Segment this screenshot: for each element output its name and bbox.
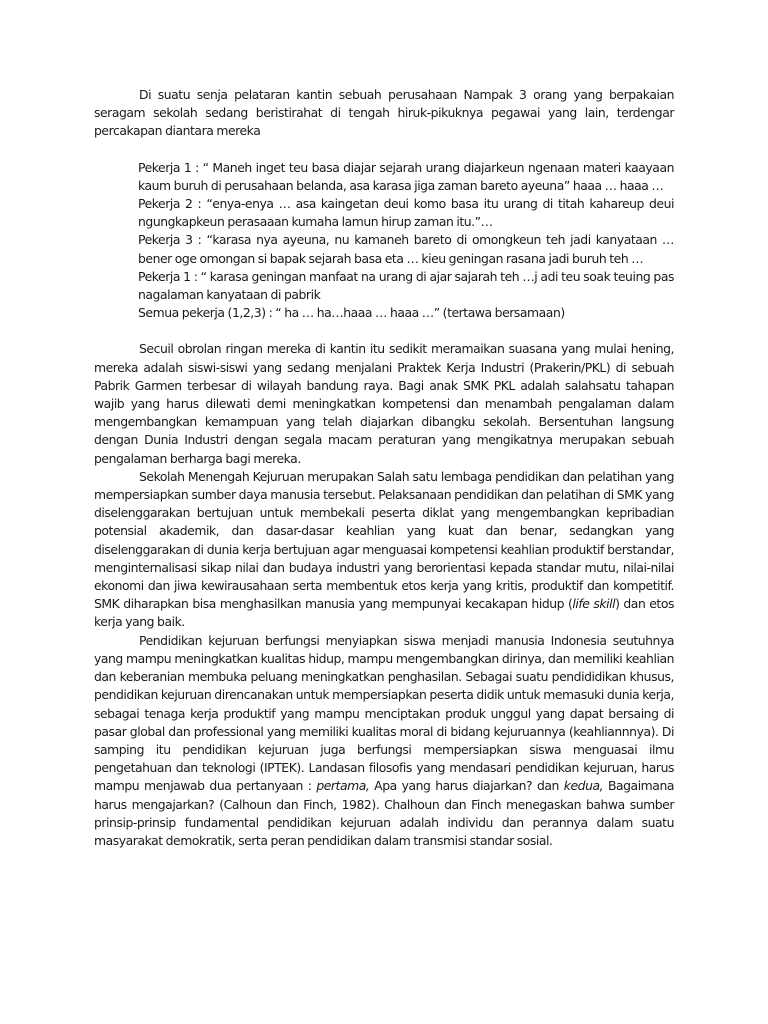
paragraph-vocational xyxy=(94,632,674,850)
dialogue-line: Pekerja 3 : “karasa nya ayeuna, nu kamaneh bareto di omongkeun teh jadi kanyataan … bener oge omongan si bapak sejarah basa eta … kieu geningan rasana jadi buruh teh … xyxy=(138,232,674,266)
paragraph-smk xyxy=(94,468,674,632)
document-page xyxy=(94,86,674,850)
paragraph-pkl: Secuil obrolan ringan mereka di kantin itu sedikit meramaikan suasana yang mulai hening, mereka adalah siswi-siswi yang sedang menjalani Praktek Kerja Industri (Prakerin/PKL) di sebuah Pabrik Garmen terbesar di wilayah bandung raya. Bagi anak SMK PKL adalah salahsatu tahapan wajib yang harus dilewati demi meningkatkan kompetensi dan menambah pengalaman dalam mengembangkan kemampuan yang telah diajarkan dibangku sekolah. Bersentuhan langsung dengan Dunia Industri dengan segala macam peraturan yang mengikatnya merupakan sebuah pengalaman berharga bagi mereka. xyxy=(94,341,674,466)
italic-term: pertama, xyxy=(316,778,370,794)
dialogue-line: Pekerja 2 : “enya-enya … asa kaingetan deui komo basa itu urang di titah kahareup deui ngungkapkeun perasaaan kumaha lamun hirup zaman itu.”… xyxy=(138,196,674,230)
paragraph-text: Pendidikan kejuruan berfungsi menyiapkan siswa menjadi manusia Indonesia seutuhnya yang mampu meningkatkan kualitas hidup, mampu mengembangkan dirinya, dan memiliki keahlian dan keberanian membuka peluang meningkatkan penghasilan. Sebagai suatu pendididikan khusus, pendidikan kejuruan direncanakan untuk mempersiapkan peserta didik untuk memasuki dunia kerja, sebagai tenaga kerja produktif yang mampu menciptakan produk unggul yang dapat bersaing di pasar global dan professional yang memiliki kualitas moral di bidang kejuruannya (keahliannnya). Di samping itu pendidikan kejuruan juga berfungsi mempersiapkan siswa menguasai ilmu pengetahuan dan teknologi (IPTEK). Landasan filosofis yang mendasari pendidikan kejuruan, harus mampu menjawab dua pertanyaan : xyxy=(94,632,674,794)
italic-term: life skill xyxy=(572,596,616,612)
paragraph-text: ) dan etos kerja yang baik. xyxy=(94,596,674,630)
paragraph-text: Bagaimana harus mengajarkan? (Calhoun dan Finch, 1982). Chalhoun dan Finch menegaskan bahwa sumber prinsip-prinsip fundamental pendidikan kejuruan adalah individu dan perannya dalam suatu masyarakat demokratik, serta peran pendidikan dalam transmisi standar sosial. xyxy=(94,778,674,848)
italic-term: kedua, xyxy=(563,778,604,794)
paragraph-text: Apa yang harus diajarkan? dan xyxy=(369,778,564,794)
dialogue-line: Semua pekerja (1,2,3) : “ ha … ha…haaa … haaa …” (tertawa bersamaan) xyxy=(138,305,565,321)
dialogue-line: Pekerja 1 : “ karasa geningan manfaat na urang di ajar sajarah teh …j adi teu soak teuing pas nagalaman kanyataan di pabrik xyxy=(138,268,674,303)
dialogue-line: Pekerja 1 : “ Maneh inget teu basa diajar sejarah urang diajarkeun ngenaan materi kaayaan kaum buruh di perusahaan belanda, asa karasa jiga zaman bareto ayeuna” haaa … haaa … xyxy=(138,159,674,193)
intro-paragraph: Di suatu senja pelataran kantin sebuah perusahaan Nampak 3 orang yang berpakaian seragam sekolah sedang beristirahat di tengah hiruk-pikuknya pegawai yang lain, terdengar percakapan diantara mereka xyxy=(94,87,674,139)
paragraph-text: Sekolah Menengah Kejuruan merupakan Salah satu lembaga pendidikan dan pelatihan yang mempersiapkan sumber daya manusia tersebut. Pelaksanaan pendidikan dan pelatihan di SMK yang diselenggarakan bertujuan untuk membekali peserta diklat yang mengembangkan kepribadian potensial akademik, dan dasar-dasar keahlian yang kuat dan benar, sedangkan yang diselenggarakan di dunia kerja bertujuan agar menguasai kompetensi keahlian produktif berstandar, menginternalisasi sikap nilai dan budaya industri yang berorientasi kepada standar mutu, nilai-nilai ekonomi dan jiwa kewirausahaan serta membentuk etos kerja yang kritis, produktif dan kompetitif. SMK diharapkan bisa menghasilkan manusia yang mempunyai kecakapan hidup ( xyxy=(94,468,674,612)
dialogue-block xyxy=(138,159,674,323)
